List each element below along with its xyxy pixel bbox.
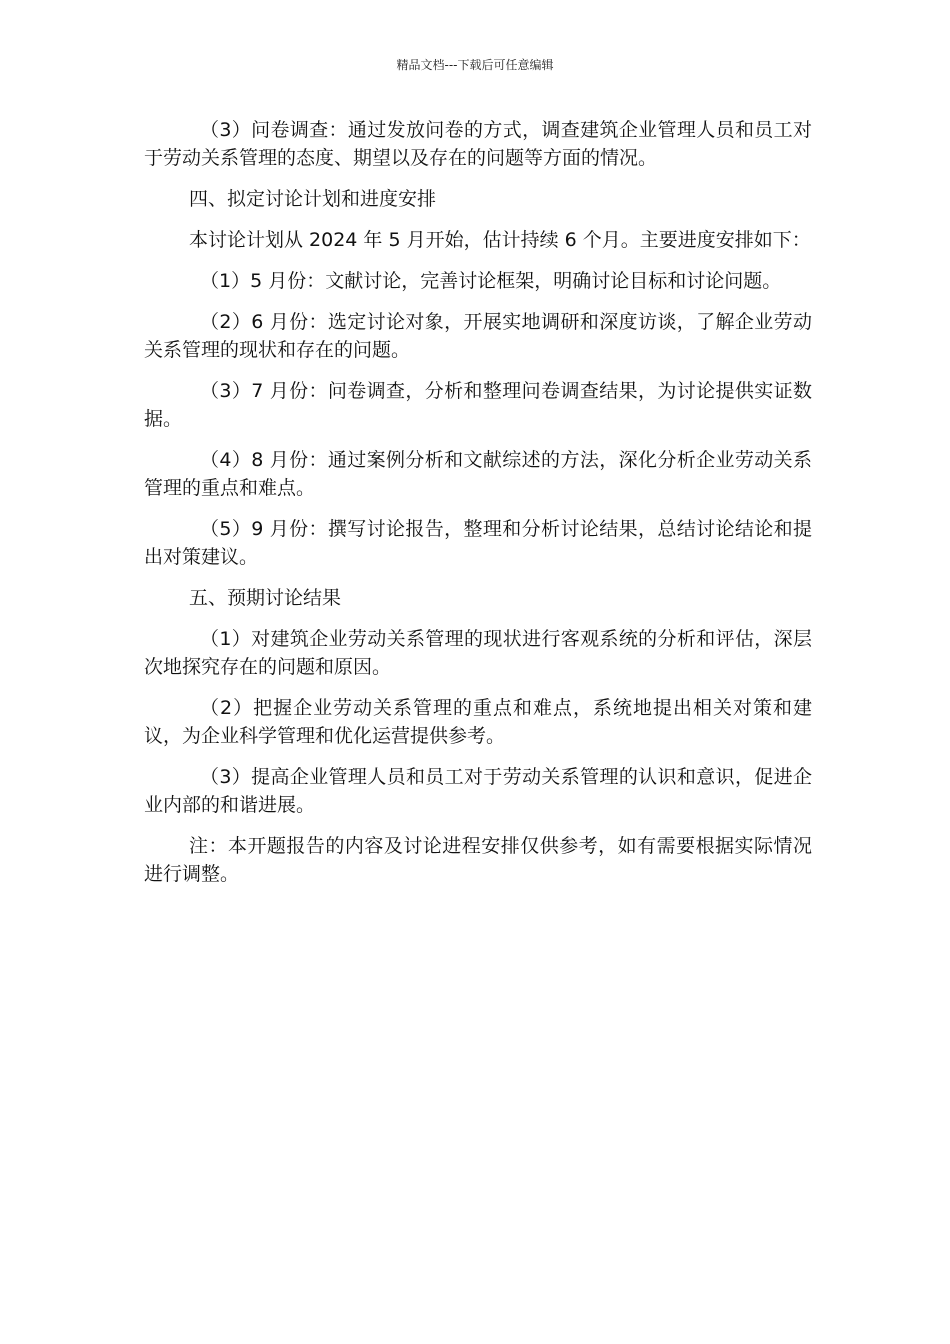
schedule-item-july: （3）7 月份：问卷调查，分析和整理问卷调查结果，为讨论提供实证数据。 [144,380,812,430]
paragraph-note: 注：本开题报告的内容及讨论进程安排仅供参考，如有需要根据实际情况进行调整。 [144,835,812,885]
paragraph-survey-method: （3）问卷调查：通过发放问卷的方式，调查建筑企业管理人员和员工对于劳动关系管理的态度、期望以及存在的问题等方面的情况。 [144,119,812,169]
page-header: 精品文档---下载后可任意编辑 [396,58,554,72]
paragraph-schedule-intro: 本讨论计划从 2024 年 5 月开始，估计持续 6 个月。主要进度安排如下： [189,229,811,251]
schedule-item-may: （1）5 月份：文献讨论，完善讨论框架，明确讨论目标和讨论问题。 [200,270,782,292]
section-heading-schedule: 四、拟定讨论计划和进度安排 [189,188,437,210]
section-heading-expected-results: 五、预期讨论结果 [189,587,342,609]
result-item-1: （1）对建筑企业劳动关系管理的现状进行客观系统的分析和评估，深层次地探究存在的问题和原因。 [144,628,812,678]
schedule-item-august: （4）8 月份：通过案例分析和文献综述的方法，深化分析企业劳动关系管理的重点和难点。 [144,449,812,499]
schedule-item-september: （5）9 月份：撰写讨论报告，整理和分析讨论结果，总结讨论结论和提出对策建议。 [144,518,812,568]
result-item-3: （3）提高企业管理人员和员工对于劳动关系管理的认识和意识，促进企业内部的和谐进展。 [144,766,812,816]
schedule-item-june: （2）6 月份：选定讨论对象，开展实地调研和深度访谈，了解企业劳动关系管理的现状和存在的问题。 [144,311,812,361]
result-item-2: （2）把握企业劳动关系管理的重点和难点，系统地提出相关对策和建议，为企业科学管理和优化运营提供参考。 [144,697,812,747]
document-body [144,116,812,901]
